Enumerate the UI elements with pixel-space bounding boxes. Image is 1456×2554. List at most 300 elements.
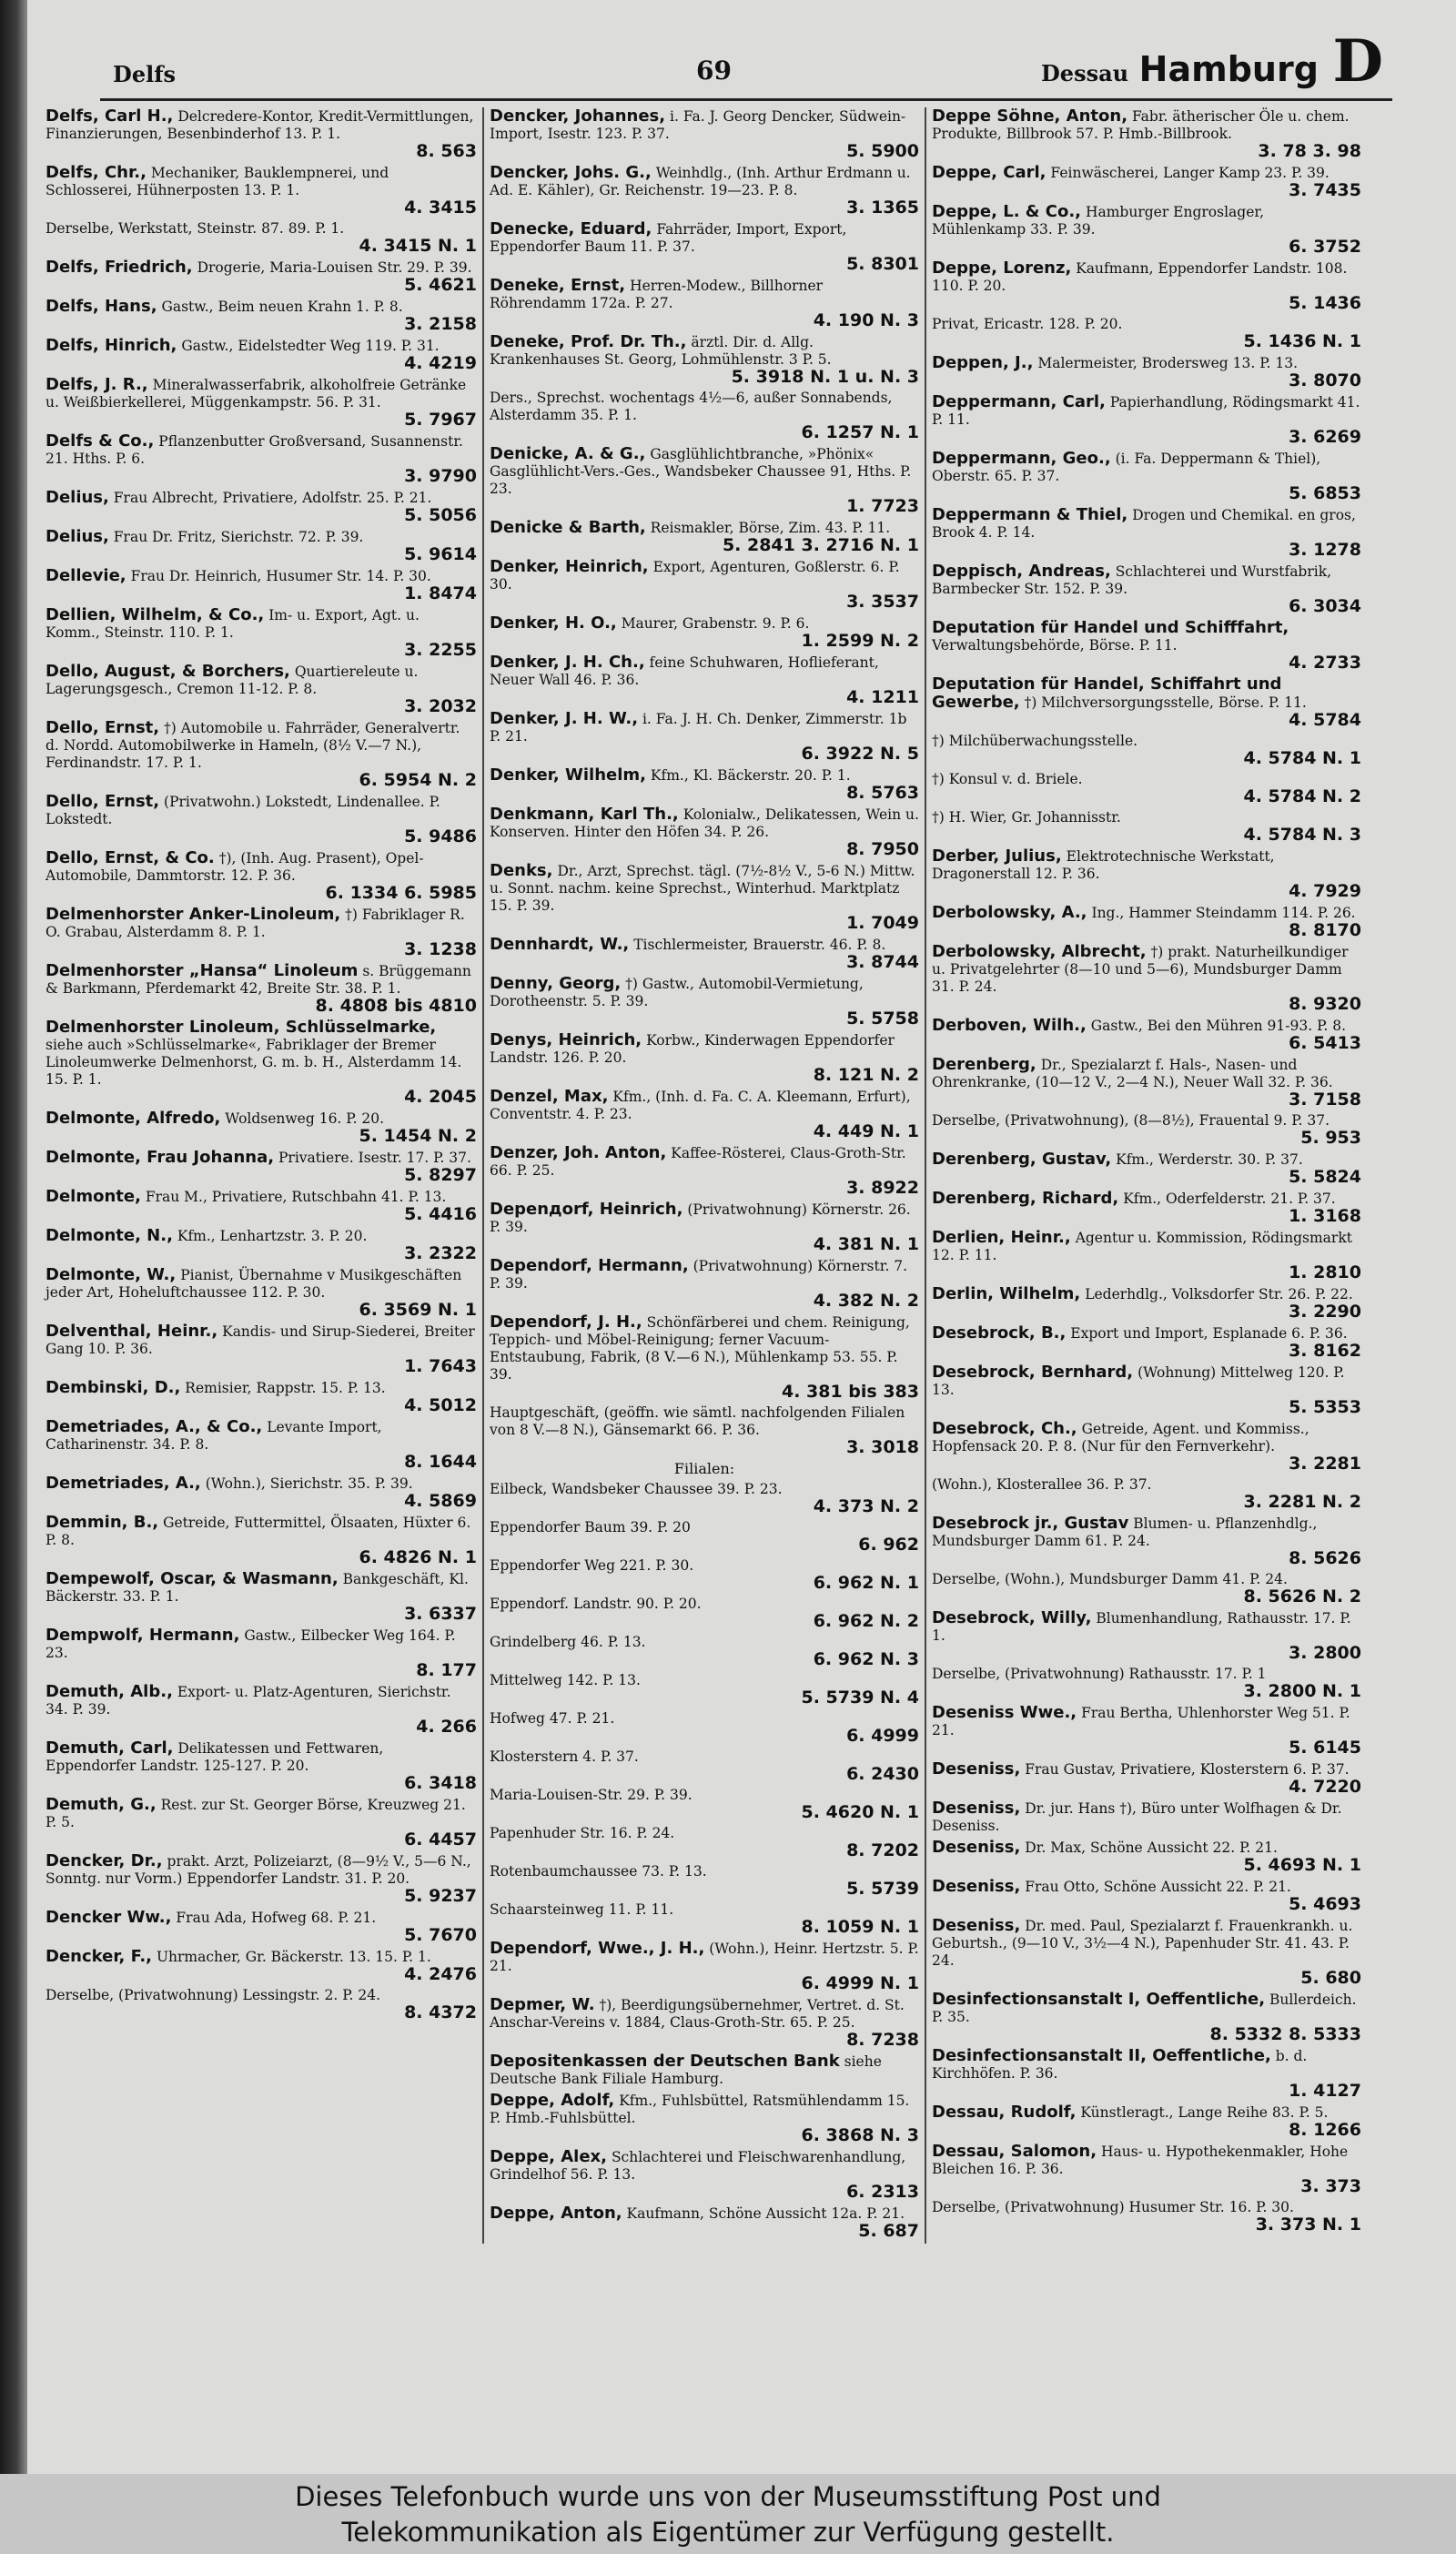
listing-details: Rotenbaumchaussee 73. P. 13. bbox=[490, 1863, 707, 1880]
listing-details: Derselbe, (Wohn.), Mundsburger Damm 41. P. 24. bbox=[932, 1571, 1288, 1587]
listing-name: Dempewolf, Oscar, & Wasmann, bbox=[46, 1569, 339, 1588]
listing-phone-number: 6. 3034 bbox=[1289, 596, 1361, 616]
listing-entry bbox=[932, 1704, 1361, 1757]
listing-phone-number: 3. 8922 bbox=[846, 1178, 919, 1198]
listing-details: Tischlermeister, Brauerstr. 46. P. 8. bbox=[633, 937, 886, 953]
listing-entry bbox=[490, 654, 919, 706]
listing-details: Drogen und Chemikal. en gros, Brook 4. P. 14. bbox=[932, 507, 1356, 541]
listing-phone-number: 3. 8162 bbox=[1289, 1341, 1361, 1361]
listing-entry bbox=[46, 1227, 477, 1262]
listing-details: Grindelberg 46. P. 13. bbox=[490, 1634, 646, 1650]
listing-phone-number: 8. 4372 bbox=[404, 2002, 477, 2022]
listing-name: Derboven, Wilh., bbox=[932, 1016, 1087, 1035]
listing-entry bbox=[490, 862, 919, 932]
listing-entry bbox=[932, 2199, 1361, 2234]
listing-name: Derlin, Wilhelm, bbox=[932, 1284, 1081, 1303]
listing-details: †) Gastw., Automobil-Vermietung, Dorotheenstr. 5. P. 39. bbox=[490, 976, 864, 1009]
listing-phone-number: 3. 9790 bbox=[404, 466, 477, 486]
listing-entry bbox=[46, 567, 477, 603]
listing-name: Delfs, Hinrich, bbox=[46, 336, 177, 355]
listing-name: Deneke, Prof. Dr. Th., bbox=[490, 332, 687, 351]
listing-entry bbox=[490, 1748, 919, 1783]
listing-details: Derselbe, (Privatwohnung), (8—8½), Frauental 9. P. 37. bbox=[932, 1112, 1330, 1129]
listing-entry bbox=[490, 975, 919, 1028]
listing-name: Denicke & Barth, bbox=[490, 518, 646, 537]
listing-details: Gasglühlichtbranche, »Phönix« Gasglühlicht-Vers.-Ges., Wandsbeker Chaussee 91, Hths. P. 23. bbox=[490, 446, 912, 497]
listing-entry bbox=[932, 1190, 1361, 1225]
listing-phone-number: 8. 9320 bbox=[1289, 994, 1361, 1014]
listing-details: Schaarsteinweg 11. P. 11. bbox=[490, 1901, 674, 1918]
listing-details: Kfm., Fuhlsbüttel, Ratsmühlendamm 15. P. Hmb.-Fuhlsbüttel. bbox=[490, 2093, 910, 2126]
listing-details: Frau Dr. Fritz, Sierichstr. 72. P. 39. bbox=[113, 529, 364, 545]
listing-entry bbox=[932, 506, 1361, 559]
listing-details: †) Konsul v. d. Briele. bbox=[932, 771, 1083, 787]
listing-entry bbox=[46, 1266, 477, 1319]
listing-name: Deppermann & Thiel, bbox=[932, 505, 1128, 524]
listing-phone-number: 4. 381 N. 1 bbox=[813, 1234, 919, 1254]
listing-details: Künstleragt., Lange Reihe 83. P. 5. bbox=[1080, 2104, 1329, 2121]
listing-entry bbox=[932, 809, 1361, 844]
listing-entry bbox=[46, 606, 477, 659]
listing-entry bbox=[46, 337, 477, 372]
listing-entry bbox=[490, 1144, 919, 1197]
listing-entry bbox=[932, 354, 1361, 390]
listing-details: Feinwäscherei, Langer Kamp 23. P. 39. bbox=[1050, 165, 1330, 181]
listing-phone-number: 6. 3922 N. 5 bbox=[801, 744, 919, 764]
listing-details: Frau Bertha, Uhlenhorster Weg 51. P. 21. bbox=[932, 1705, 1350, 1738]
listing-entry bbox=[932, 1017, 1361, 1052]
listing-name: Deseniss Wwe., bbox=[932, 1703, 1077, 1722]
listing-name: Delmenhorster Anker-Linoleum, bbox=[46, 905, 341, 924]
listing-name: Delfs, Hans, bbox=[46, 297, 157, 316]
listing-phone-number: 8. 7950 bbox=[846, 839, 919, 859]
listing-details: (Wohn.), Klosterallee 36. P. 37. bbox=[932, 1476, 1152, 1493]
listing-phone-number: 4. 266 bbox=[416, 1717, 477, 1737]
listing-name: Derber, Julius, bbox=[932, 846, 1062, 866]
listing-details: Privatiere. Isestr. 17. P. 37. bbox=[278, 1150, 471, 1166]
listing-phone-number: 3. 2032 bbox=[404, 696, 477, 716]
listing-name: Dempwolf, Hermann, bbox=[46, 1626, 240, 1645]
listing-entry bbox=[490, 1313, 919, 1401]
listing-entry bbox=[490, 1825, 919, 1860]
listing-details: (Wohn.), Heinr. Hertzstr. 5. P. 21. bbox=[490, 1941, 919, 1974]
listing-details: siehe Deutsche Bank Filiale Hamburg. bbox=[490, 2053, 882, 2087]
listing-name: Denys, Heinrich, bbox=[490, 1030, 642, 1049]
listing-phone-number: 6. 4457 bbox=[404, 1829, 477, 1850]
listing-phone-number: 3. 2158 bbox=[404, 314, 477, 334]
listing-details: Weinhdlg., (Inh. Arthur Erdmann u. Ad. E. Kähler), Gr. Reichenstr. 19—23. P. 8. bbox=[490, 165, 911, 198]
listing-name: Denker, J. H. Ch., bbox=[490, 653, 645, 672]
listing-details: (Wohn.), Sierichstr. 35. P. 39. bbox=[205, 1475, 413, 1492]
listing-phone-number: 3. 6269 bbox=[1289, 427, 1361, 447]
listing-entry bbox=[932, 1229, 1361, 1282]
listing-name: Delmenhorster „Hansa“ Linoleum bbox=[46, 961, 359, 980]
listing-details: Papierhandlung, Rödingsmarkt 41. P. 11. bbox=[932, 394, 1360, 428]
listing-name: Desebrock, Ch., bbox=[932, 1419, 1077, 1438]
listing-details: Uhrmacher, Gr. Bäckerstr. 13. 15. P. 1. bbox=[156, 1949, 431, 1965]
listing-details: Derselbe, (Privatwohnung) Rathausstr. 17. P. 1 bbox=[932, 1666, 1267, 1682]
listing-details: Dr., Spezialarzt f. Hals-, Nasen- und Ohrenkranke, (10—12 V., 2—4 N.), Neuer Wall 32. P. 36. bbox=[932, 1057, 1333, 1090]
listing-phone-number: 5. 4693 bbox=[1289, 1894, 1361, 1914]
listing-details: Kfm., Kl. Bäckerstr. 20. P. 1. bbox=[650, 767, 851, 784]
listing-entry bbox=[932, 847, 1361, 900]
book-spine-shadow bbox=[0, 0, 27, 2474]
listing-details: Kolonialw., Delikatessen, Wein u. Konserven. Hinter den Höfen 34. P. 26. bbox=[490, 806, 919, 840]
listing-phone-number: 8. 5332 8. 5333 bbox=[1209, 2024, 1361, 2044]
listing-name: Deppermann, Carl, bbox=[932, 392, 1106, 411]
listing-phone-number: 5. 9486 bbox=[404, 826, 477, 846]
listing-phone-number: 3. 3537 bbox=[846, 592, 919, 612]
listing-phone-number: 3. 1238 bbox=[404, 939, 477, 959]
listing-details: Frau Ada, Hofweg 68. P. 21. bbox=[176, 1910, 377, 1926]
listing-phone-number: 8. 4808 bis 4810 bbox=[315, 996, 477, 1016]
listing-name: Dencker, Johannes, bbox=[490, 106, 666, 126]
listing-entry bbox=[46, 298, 477, 333]
listing-entry bbox=[932, 1363, 1361, 1416]
listing-details: Delcredere-Kontor, Kredit-Vermittlungen, Finanzierungen, Besenbinderhof 13. P. 1. bbox=[46, 108, 474, 142]
listing-name: Dello, Ernst, bbox=[46, 718, 160, 737]
listing-entry bbox=[932, 1324, 1361, 1360]
listing-phone-number: 8. 5763 bbox=[846, 783, 919, 803]
listing-phone-number: 4. 382 N. 2 bbox=[813, 1291, 919, 1311]
listing-details: siehe auch »Schlüsselmarke«, Fabriklager der Bremer Linoleumwerke Delmenhorst, G. m. b. H., Alsterdamm 14. 15. P. 1. bbox=[46, 1037, 462, 1088]
listing-entry bbox=[46, 1188, 477, 1223]
listing-details: Papenhuder Str. 16. P. 24. bbox=[490, 1825, 675, 1841]
listing-entry bbox=[490, 1863, 919, 1898]
listing-name: Delfs, J. R., bbox=[46, 375, 148, 394]
listing-phone-number: 3. 6337 bbox=[404, 1604, 477, 1624]
listing-details: (Privatwohnung) Körnerstr. 26. P. 39. bbox=[490, 1201, 911, 1235]
listing-details: †) Fabriklager R. O. Grabau, Alsterdamm 8. P. 1. bbox=[46, 907, 465, 940]
listing-details: Hamburger Engroslager, Mühlenkamp 33. P. 39. bbox=[932, 204, 1265, 238]
listing-details: Kaffee-Rösterei, Claus-Groth-Str. 66. P. 25. bbox=[490, 1145, 906, 1179]
listing-entry bbox=[932, 1420, 1361, 1473]
listing-phone-number: 3. 1278 bbox=[1289, 540, 1361, 560]
header-range-end: Hamburg bbox=[1138, 49, 1319, 89]
listing-phone-number: 3. 2290 bbox=[1289, 1302, 1361, 1322]
listing-name: Delius, bbox=[46, 527, 109, 546]
listing-entry bbox=[490, 1634, 919, 1668]
listing-phone-number: 6. 4999 N. 1 bbox=[801, 1973, 919, 1993]
listing-details: Kfm., Lenhartzstr. 3. P. 20. bbox=[177, 1228, 368, 1244]
listing-details: Hofweg 47. P. 21. bbox=[490, 1710, 615, 1727]
listing-name: Delius, bbox=[46, 488, 109, 507]
listing-entry bbox=[46, 849, 477, 902]
listing-entry bbox=[490, 614, 919, 650]
listing-details: Kfm., Werderstr. 30. P. 37. bbox=[1116, 1151, 1303, 1168]
listing-entry bbox=[46, 1796, 477, 1849]
listing-phone-number: 4. 5784 N. 3 bbox=[1243, 825, 1361, 845]
listing-name: Derbolowsky, A., bbox=[932, 903, 1087, 922]
listing-phone-number: 4. 5784 bbox=[1289, 710, 1361, 730]
listing-details: Dr. Max, Schöne Aussicht 22. P. 21. bbox=[1025, 1839, 1278, 1856]
listing-details: Gastw., Eilbecker Weg 164. P. 23. bbox=[46, 1627, 456, 1661]
listing-entry bbox=[490, 1460, 919, 1477]
listing-entry bbox=[490, 1557, 919, 1592]
listing-details: Remisier, Rappstr. 15. P. 13. bbox=[185, 1380, 386, 1396]
listing-name: Delfs & Co., bbox=[46, 431, 155, 451]
listing-entry bbox=[490, 558, 919, 611]
listing-phone-number: 8. 1644 bbox=[404, 1452, 477, 1472]
listing-phone-number: 6. 1334 6. 5985 bbox=[325, 883, 477, 903]
listing-name: Denker, J. H. W., bbox=[490, 709, 639, 728]
listing-entry bbox=[932, 107, 1361, 160]
listing-name: Denzer, Joh. Anton, bbox=[490, 1143, 667, 1162]
listing-details: Fahrräder, Import, Export, Eppendorfer Baum 11. P. 37. bbox=[490, 221, 847, 255]
listing-entry bbox=[932, 619, 1361, 672]
listing-details: Rest. zur St. Georger Börse, Kreuzweg 21. P. 5. bbox=[46, 1797, 466, 1830]
listing-name: Derbolowsky, Albrecht, bbox=[932, 942, 1147, 961]
listing-entry bbox=[490, 107, 919, 160]
listing-name: Deppermann, Geo., bbox=[932, 449, 1111, 468]
listing-entry bbox=[932, 1150, 1361, 1186]
listing-entry bbox=[932, 943, 1361, 1013]
listing-details: Hauptgeschäft, (geöffn. wie sämtl. nachfolgenden Filialen von 8 V.—8 N.), Gänsemarkt 66. P. 36. bbox=[490, 1404, 905, 1438]
listing-entry bbox=[490, 766, 919, 802]
listing-entry bbox=[932, 450, 1361, 502]
listing-details: Pianist, Übernahme v Musikgeschäften jeder Art, Hoheluftchaussee 112. P. 30. bbox=[46, 1267, 462, 1301]
listing-name: Delmonte, bbox=[46, 1187, 141, 1206]
listing-phone-number: 6. 4999 bbox=[846, 1726, 919, 1746]
header-range-start: Dessau bbox=[1040, 60, 1129, 86]
listing-entry bbox=[932, 562, 1361, 615]
listing-entry bbox=[46, 906, 477, 958]
listing-details: Eppendorf. Landstr. 90. P. 20. bbox=[490, 1596, 702, 1612]
listing-entry bbox=[46, 1149, 477, 1184]
header-letter: D bbox=[1332, 27, 1383, 96]
listing-name: Desinfectionsanstalt I, Oeffentliche, bbox=[932, 1990, 1266, 2009]
listing-details: Mineralwasserfabrik, alkoholfreie Getränke u. Weißbierkellerei, Müggenkampstr. 56. P. 31. bbox=[46, 377, 467, 410]
listing-entry bbox=[490, 806, 919, 858]
listing-details: (i. Fa. Deppermann & Thiel), Oberstr. 65. P. 37. bbox=[932, 451, 1321, 484]
listing-phone-number: 5. 9614 bbox=[404, 544, 477, 564]
listing-details: Pflanzenbutter Großversand, Susannenstr. 21. Hths. P. 6. bbox=[46, 433, 463, 467]
listing-entry bbox=[932, 1839, 1361, 1874]
listing-details: Maria-Louisen-Str. 29. P. 39. bbox=[490, 1787, 693, 1803]
listing-phone-number: 4. 4219 bbox=[404, 353, 477, 373]
listing-name: Depenдorf, Heinrich, bbox=[490, 1200, 683, 1219]
listing-name: Demetriades, A., & Co., bbox=[46, 1417, 263, 1436]
listing-entry bbox=[46, 793, 477, 846]
listing-phone-number: 5. 5824 bbox=[1289, 1167, 1361, 1187]
listing-entry bbox=[932, 675, 1361, 729]
listing-details: Mittelweg 142. P. 13. bbox=[490, 1672, 641, 1688]
listing-details: Getreide, Futtermittel, Ölsaaten, Hüxter 6. P. 8. bbox=[46, 1515, 471, 1548]
listing-details: Blumenhandlung, Rathausstr. 17. P. 1. bbox=[932, 1610, 1351, 1644]
listing-name: Dembinski, D., bbox=[46, 1378, 181, 1397]
listing-entry bbox=[490, 1481, 919, 1515]
listing-phone-number: 1. 3168 bbox=[1289, 1206, 1361, 1226]
listing-name: Deseniss, bbox=[932, 1799, 1021, 1818]
listing-phone-number: 6. 3752 bbox=[1289, 237, 1361, 257]
listing-phone-number: 3. 3018 bbox=[846, 1437, 919, 1457]
listing-name: Dello, Ernst, & Co. bbox=[46, 848, 215, 867]
listing-details: Woldsenweg 16. P. 20. bbox=[225, 1110, 385, 1127]
listing-phone-number: 3. 7435 bbox=[1289, 180, 1361, 200]
listing-details: Kaufmann, Schöne Aussicht 12a. P. 21. bbox=[626, 2205, 905, 2222]
listing-name: Dessau, Rudolf, bbox=[932, 2103, 1077, 2122]
listing-entry bbox=[932, 259, 1361, 312]
listing-entry bbox=[46, 1948, 477, 1983]
listing-phone-number: 8. 7202 bbox=[846, 1840, 919, 1860]
listing-details: Eppendorfer Baum 39. P. 20 bbox=[490, 1519, 691, 1535]
listing-details: Export, Agenturen, Goßlerstr. 6. P. 30. bbox=[490, 559, 900, 593]
listing-phone-number: 5. 5900 bbox=[846, 141, 919, 161]
listing-name: Desinfectionsanstalt II, Oeffentliche, bbox=[932, 2046, 1271, 2065]
listing-entry bbox=[932, 203, 1361, 256]
listing-name: Dellien, Wilhelm, & Co., bbox=[46, 605, 265, 624]
listing-name: Deppe Söhne, Anton, bbox=[932, 106, 1128, 126]
listing-phone-number: 6. 2430 bbox=[846, 1764, 919, 1784]
listing-entry bbox=[932, 1609, 1361, 1662]
listing-details: †) H. Wier, Gr. Johannisstr. bbox=[932, 809, 1121, 826]
listing-entry bbox=[490, 390, 919, 441]
listing-entry bbox=[490, 1031, 919, 1084]
listing-phone-number: 4. 3415 N. 1 bbox=[359, 236, 477, 256]
listing-name: Derenberg, bbox=[932, 1055, 1036, 1074]
listing-phone-number: 3. 7158 bbox=[1289, 1090, 1361, 1110]
listing-phone-number: 5. 9237 bbox=[404, 1886, 477, 1906]
listing-name: Dependorf, Hermann, bbox=[490, 1256, 689, 1275]
listing-name: Desebrock, B., bbox=[932, 1323, 1067, 1343]
listing-name: Delmonte, Alfredo, bbox=[46, 1109, 221, 1128]
listing-entry bbox=[46, 220, 477, 255]
listing-details: Schlachterei und Wurstfabrik, Barmbecker Str. 152. P. 39. bbox=[932, 563, 1332, 597]
listing-entry bbox=[490, 519, 919, 554]
listing-phone-number: 8. 177 bbox=[416, 1660, 477, 1680]
listing-details: Maurer, Grabenstr. 9. P. 6. bbox=[621, 615, 810, 632]
header-left-keyword: Delfs bbox=[113, 61, 177, 87]
listing-entry bbox=[490, 2092, 919, 2144]
listing-details: prakt. Arzt, Polizeiarzt, (8—9½ V., 5—6 N., Sonntg. nur Vorm.) Eppendorfer Landstr. 31. P. 20. bbox=[46, 1853, 471, 1887]
listing-entry bbox=[46, 1852, 477, 1905]
listing-details: Delikatessen und Fettwaren, Eppendorfer Landstr. 125-127. P. 20. bbox=[46, 1740, 384, 1774]
listing-name: Deppe, Alex, bbox=[490, 2147, 607, 2166]
column-1 bbox=[40, 107, 482, 2244]
listing-entry bbox=[490, 1940, 919, 1992]
listing-details: Herren-Modew., Billhorner Röhrendamm 172a. P. 27. bbox=[490, 278, 824, 311]
listing-details: Ders., Sprechst. wochentags 4½—6, außer Sonnabends, Alsterdamm 35. P. 1. bbox=[490, 390, 893, 423]
listing-entry bbox=[932, 1285, 1361, 1321]
listing-phone-number: 3. 2800 bbox=[1289, 1643, 1361, 1663]
listing-entry bbox=[46, 663, 477, 715]
listing-phone-number: 3. 2255 bbox=[404, 640, 477, 660]
listing-phone-number: 4. 7220 bbox=[1289, 1777, 1361, 1797]
column-2 bbox=[482, 107, 925, 2244]
listing-phone-number: 1. 7643 bbox=[404, 1356, 477, 1376]
listing-name: Dencker, Johs. G., bbox=[490, 163, 652, 182]
listing-phone-number: 3. 1365 bbox=[846, 198, 919, 218]
listing-name: Delmonte, Frau Johanna, bbox=[46, 1148, 275, 1167]
listing-phone-number: 5. 4621 bbox=[404, 275, 477, 295]
listing-name: Delfs, Chr., bbox=[46, 163, 147, 182]
listing-details: Fabr. ätherischer Öle u. chem. Produkte, Billbrook 57. P. Hmb.-Billbrook. bbox=[932, 108, 1350, 142]
listing-details: Dr., Arzt, Sprechst. tägl. (7½-8½ V., 5-6 N.) Mittw. u. Sonnt. nachm. keine Sprechst., Winterhud. Marktplatz 15. P. 39. bbox=[490, 863, 915, 914]
listing-entry bbox=[46, 528, 477, 563]
listing-phone-number: 5. 6853 bbox=[1289, 483, 1361, 503]
listing-entry bbox=[46, 489, 477, 524]
listing-name: Denker, Wilhelm, bbox=[490, 765, 646, 785]
listing-name: Depositenkassen der Deutschen Bank bbox=[490, 2052, 840, 2071]
listing-entry bbox=[490, 277, 919, 329]
listing-details: Quartiereleute u. Lagerungsgesch., Cremon 11-12. P. 8. bbox=[46, 664, 419, 697]
listing-entry bbox=[932, 393, 1361, 446]
listing-phone-number: 3. 373 N. 1 bbox=[1255, 2214, 1361, 2235]
listing-entry bbox=[46, 1323, 477, 1375]
listing-name: Derlien, Heinr., bbox=[932, 1228, 1071, 1247]
listing-name: Delventhal, Heinr., bbox=[46, 1322, 218, 1341]
listing-entry bbox=[46, 1418, 477, 1471]
listing-details: Dr. med. Paul, Spezialarzt f. Frauenkrankh. u. Geburtsh., (9—10 V., 3½—4 N.), Papenhuder Str. 41. 43. P. 24. bbox=[932, 1918, 1353, 1969]
listing-phone-number: 3. 2281 bbox=[1289, 1454, 1361, 1474]
listing-details: Ing., Hammer Steindamm 114. P. 26. bbox=[1091, 905, 1356, 921]
listing-name: Demmin, B., bbox=[46, 1513, 159, 1532]
page-header bbox=[109, 27, 1383, 96]
listing-entry bbox=[932, 2103, 1361, 2139]
listing-name: Desebrock, Willy, bbox=[932, 1608, 1092, 1627]
listing-phone-number: 8. 5626 bbox=[1289, 1548, 1361, 1568]
listing-details: Export und Import, Esplanade 6. P. 36. bbox=[1070, 1325, 1348, 1342]
listing-phone-number: 3. 373 bbox=[1300, 2176, 1361, 2196]
listing-name: Deseniss, bbox=[932, 1759, 1021, 1779]
listing-phone-number: 5. 4620 N. 1 bbox=[801, 1802, 919, 1822]
listing-details: †) Milchüberwachungsstelle. bbox=[932, 733, 1138, 749]
listing-details: Gastw., Bei den Mühren 91-93. P. 8. bbox=[1090, 1018, 1347, 1034]
listing-entry bbox=[46, 432, 477, 485]
listing-details: Gastw., Beim neuen Krahn 1. P. 8. bbox=[161, 299, 403, 315]
listing-phone-number: 4. 381 bis 383 bbox=[781, 1382, 919, 1402]
listing-entry bbox=[932, 1799, 1361, 1835]
listing-phone-number: 5. 1454 N. 2 bbox=[359, 1126, 477, 1146]
listing-entry bbox=[932, 2047, 1361, 2100]
listing-phone-number: 1. 2810 bbox=[1289, 1262, 1361, 1282]
listing-details: Eppendorfer Weg 221. P. 30. bbox=[490, 1557, 694, 1574]
listing-entry bbox=[932, 164, 1361, 199]
listing-details: Elektrotechnische Werkstatt, Dragonerstall 12. P. 36. bbox=[932, 848, 1275, 882]
listing-entry bbox=[46, 1475, 477, 1510]
listing-details: Lederhdlg., Volksdorfer Str. 26. P. 22. bbox=[1085, 1286, 1353, 1302]
listing-name: Dello, August, & Borchers, bbox=[46, 662, 290, 681]
listing-details: Klosterstern 4. P. 37. bbox=[490, 1748, 639, 1765]
listing-name: Dellevie, bbox=[46, 566, 126, 585]
header-range bbox=[1040, 27, 1383, 96]
listing-details: Eilbeck, Wandsbeker Chaussee 39. P. 23. bbox=[490, 1481, 783, 1497]
listing-details: Im- u. Export, Agt. u. Komm., Steinstr. 110. P. 1. bbox=[46, 607, 420, 641]
listing-entry bbox=[490, 333, 919, 386]
listing-phone-number: 3. 2281 N. 2 bbox=[1243, 1492, 1361, 1512]
listing-columns bbox=[40, 107, 1398, 2244]
listing-phone-number: 6. 3418 bbox=[404, 1773, 477, 1793]
listing-phone-number: 5. 1436 bbox=[1289, 293, 1361, 313]
listing-phone-number: 1. 8474 bbox=[404, 583, 477, 603]
listing-details: Export- u. Platz-Agenturen, Sierichstr. 34. P. 39. bbox=[46, 1684, 451, 1718]
listing-phone-number: 5. 8301 bbox=[846, 254, 919, 274]
listing-name: Depmer, W. bbox=[490, 1995, 595, 2014]
listing-details: Derselbe, Werkstatt, Steinstr. 87. 89. P. 1. bbox=[46, 220, 345, 237]
listing-name: Deseniss, bbox=[932, 1916, 1021, 1935]
listing-phone-number: 5. 3918 N. 1 u. N. 3 bbox=[731, 367, 919, 387]
listing-entry bbox=[490, 445, 919, 515]
listing-phone-number: 5. 687 bbox=[858, 2221, 919, 2241]
listing-entry bbox=[490, 1901, 919, 1936]
listing-name: Deneke, Ernst, bbox=[490, 276, 626, 295]
listing-entry bbox=[46, 1514, 477, 1566]
listing-name: Delmenhorster Linoleum, Schlüsselmarke, bbox=[46, 1018, 437, 1037]
listing-details: †) Automobile u. Fahrräder, Generalvertr. d. Nordd. Automobilwerke in Hameln, (8½ V.—7 N.), Ferdinandstr. 17. P. 1. bbox=[46, 720, 460, 771]
listing-phone-number: 5. 1436 N. 1 bbox=[1243, 331, 1361, 351]
listing-entry bbox=[46, 1379, 477, 1414]
listing-phone-number: 5. 5739 N. 4 bbox=[801, 1687, 919, 1708]
